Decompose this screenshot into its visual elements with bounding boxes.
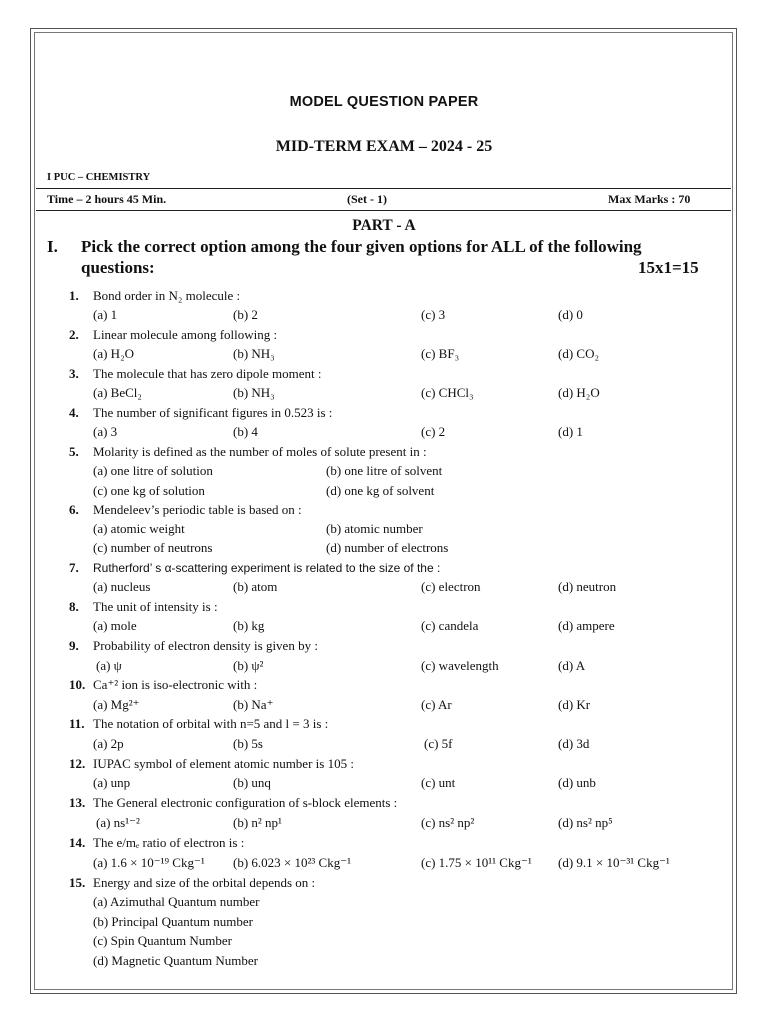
option-a: (a) BeCl₂: [93, 385, 142, 400]
question-text: Mendeleev’s periodic table is based on :: [93, 502, 302, 517]
question-text: Rutherford’ s α-scattering experiment is related to the size of the :: [93, 561, 441, 575]
exam-title: MID-TERM EXAM – 2024 - 25: [275, 138, 493, 155]
option-a: (a) ψ: [96, 658, 122, 673]
option-a: (a) 2p: [93, 736, 124, 751]
option-b: (b) 4: [233, 424, 258, 439]
question-11: [69, 716, 328, 732]
question-text: Ca⁺² ion is iso-electronic with :: [93, 677, 258, 692]
part-heading: PART - A: [352, 217, 416, 234]
option-a: (a) nucleus: [93, 579, 151, 594]
option-b: (b) Na⁺: [233, 697, 274, 712]
option-c: (c) unt: [421, 775, 456, 790]
option-b: (b) atom: [233, 579, 278, 594]
option-a: (a) 3: [93, 424, 118, 439]
option-c: (c) Ar: [421, 697, 452, 712]
question-number: 2.: [69, 327, 79, 342]
question-6: [69, 502, 302, 518]
set-label: (Set - 1): [347, 192, 387, 206]
option-d: (d) Magnetic Quantum Number: [93, 953, 258, 968]
question-text: Bond order in N₂ molecule :: [93, 288, 241, 303]
option-b: (b) unq: [233, 775, 271, 790]
option-b: (b) NH₃: [233, 385, 275, 400]
question-8: [69, 599, 218, 615]
header-divider-top: [36, 188, 731, 189]
option-c: (c) Spin Quantum Number: [93, 933, 233, 948]
section-number: I.: [47, 237, 58, 256]
option-a: (a) 1.6 × 10⁻¹⁹ Ckg⁻¹: [93, 855, 205, 870]
question-text: Probability of electron density is given by :: [93, 638, 318, 653]
question-text: Energy and size of the orbital depends on :: [93, 875, 316, 890]
option-a: (a) mole: [93, 618, 137, 633]
question-number: 13.: [69, 795, 86, 810]
question-9: [69, 638, 318, 654]
question-number: 9.: [69, 638, 79, 653]
paper-title: MODEL QUESTION PAPER: [289, 94, 479, 110]
option-b: (b) 6.023 × 10²³ Ckg⁻¹: [233, 855, 351, 870]
question-number: 14.: [69, 835, 86, 850]
option-b: (b) NH₃: [233, 346, 275, 361]
question-14: [69, 835, 244, 851]
question-text: The notation of orbital with n=5 and l = 3 is :: [93, 716, 329, 731]
time-label: Time – 2 hours 45 Min.: [47, 192, 167, 206]
section-marks: 15x1=15: [638, 258, 699, 277]
option-c: (c) number of neutrons: [93, 540, 213, 555]
option-d: (d) ampere: [558, 618, 615, 633]
option-d: (d) number of electrons: [326, 540, 449, 555]
question-number: 4.: [69, 405, 79, 420]
option-d: (d) neutron: [558, 579, 617, 594]
option-a: (a) one litre of solution: [93, 463, 213, 478]
option-d: (d) A: [558, 658, 586, 673]
header-divider-bottom: [36, 210, 731, 211]
option-c: (c) 1.75 × 10¹¹ Ckg⁻¹: [421, 855, 532, 870]
question-4: [69, 405, 332, 421]
option-b: (b) n² np¹: [233, 815, 282, 830]
option-a: (a) 1: [93, 307, 118, 322]
option-b: (b) kg: [233, 618, 265, 633]
question-text: The General electronic configuration of s-block elements :: [93, 795, 398, 810]
question-10: [69, 677, 257, 693]
option-c: (c) BF₃: [421, 346, 460, 361]
option-c: (c) 2: [421, 424, 446, 439]
section-instruction-line2: questions:: [81, 258, 155, 277]
option-b: (b) 5s: [233, 736, 263, 751]
question-number: 6.: [69, 502, 79, 517]
question-2: [69, 327, 277, 343]
question-number: 5.: [69, 444, 79, 459]
question-5: [69, 444, 427, 460]
option-c: (c) 5f: [424, 736, 453, 751]
question-text: Molarity is defined as the number of moles of solute present in :: [93, 444, 427, 459]
option-d: (d) 3d: [558, 736, 590, 751]
question-text: The number of significant figures in 0.523 is :: [93, 405, 333, 420]
question-text: The molecule that has zero dipole moment :: [93, 366, 322, 381]
option-b: (b) ψ²: [233, 658, 264, 673]
option-c: (c) candela: [421, 618, 479, 633]
question-text: IUPAC symbol of element atomic number is 105 :: [93, 756, 354, 771]
option-c: (c) one kg of solution: [93, 483, 205, 498]
question-7: [69, 560, 440, 576]
question-number: 1.: [69, 288, 79, 303]
option-b: (b) 2: [233, 307, 258, 322]
option-d: (d) ns² np⁵: [558, 815, 613, 830]
option-a: (a) Mg²⁺: [93, 697, 140, 712]
option-d: (d) H₂O: [558, 385, 600, 400]
section-instruction-line1: Pick the correct option among the four given options for ALL of the following: [81, 237, 642, 256]
option-d: (d) 1: [558, 424, 583, 439]
question-number: 8.: [69, 599, 79, 614]
option-c: (c) electron: [421, 579, 481, 594]
option-d: (d) 9.1 × 10⁻³¹ Ckg⁻¹: [558, 855, 670, 870]
option-c: (c) 3: [421, 307, 446, 322]
option-b: (b) one litre of solvent: [326, 463, 443, 478]
option-d: (d) unb: [558, 775, 596, 790]
option-d: (d) Kr: [558, 697, 591, 712]
question-number: 15.: [69, 875, 86, 890]
option-b: (b) atomic number: [326, 521, 423, 536]
option-c: (c) CHCl₃: [421, 385, 474, 400]
option-d: (d) CO₂: [558, 346, 599, 361]
option-a: (a) atomic weight: [93, 521, 185, 536]
question-text: The e/mₑ ratio of electron is :: [93, 835, 245, 850]
option-a: (a) Azimuthal Quantum number: [93, 894, 260, 909]
option-c: (c) ns² np²: [421, 815, 475, 830]
option-d: (d) 0: [558, 307, 583, 322]
question-number: 10.: [69, 677, 86, 692]
question-number: 3.: [69, 366, 79, 381]
question-13: [69, 795, 397, 811]
question-text: Linear molecule among following :: [93, 327, 278, 342]
question-number: 12.: [69, 756, 86, 771]
question-text: The unit of intensity is :: [93, 599, 218, 614]
subject-label: I PUC – CHEMISTRY: [47, 172, 151, 183]
option-d: (d) one kg of solvent: [326, 483, 435, 498]
option-b: (b) Principal Quantum number: [93, 914, 253, 929]
max-marks-label: Max Marks : 70: [608, 192, 691, 206]
option-c: (c) wavelength: [421, 658, 499, 673]
question-number: 11.: [69, 716, 85, 731]
question-3: [69, 366, 322, 382]
option-a: (a) H₂O: [93, 346, 134, 361]
option-a: (a) unp: [93, 775, 131, 790]
question-15: [69, 875, 315, 891]
question-number: 7.: [69, 560, 79, 575]
question-1: [69, 288, 240, 304]
question-12: [69, 756, 354, 772]
option-a: (a) ns¹⁻²: [96, 815, 140, 830]
